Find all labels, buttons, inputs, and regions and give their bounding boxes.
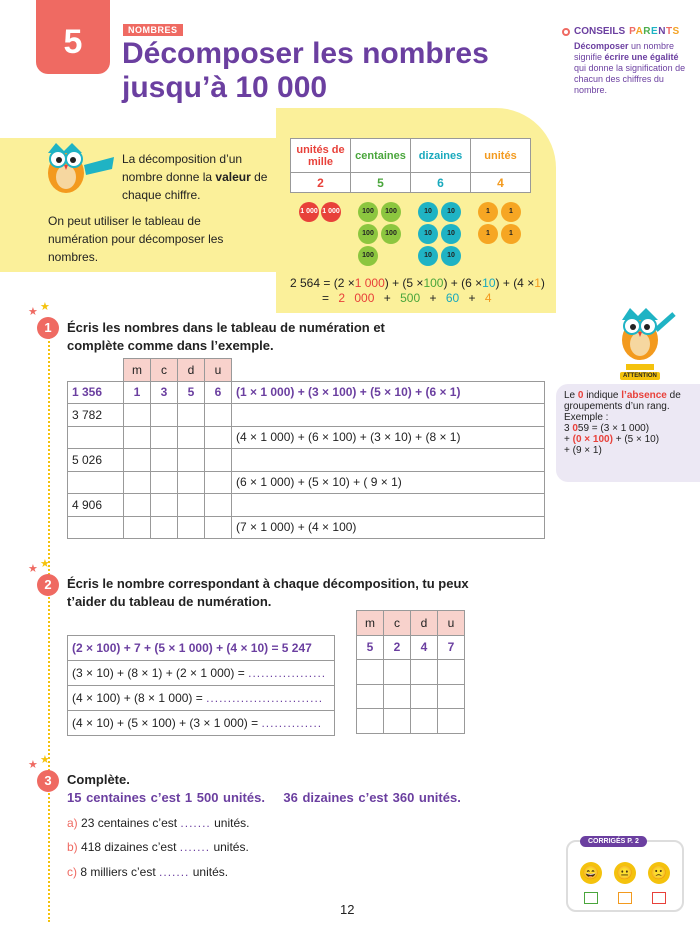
answer-cell[interactable] <box>205 516 232 539</box>
header-u: u <box>438 611 465 636</box>
intro-text-2: On peut utiliser le tableau de numération pour décomposer les nombres. <box>48 214 224 264</box>
header-c: c <box>151 359 178 382</box>
intro-text-1: La décomposition d’un nombre donne la valeur de chaque chiffre. <box>122 152 268 202</box>
star-icon: ★ <box>28 306 38 318</box>
coin-1: 1 <box>501 224 521 244</box>
exercise-3-item-c[interactable]: c) 8 milliers c’est ....... unités. <box>67 865 229 879</box>
answer-cell[interactable] <box>178 516 205 539</box>
answer-cell[interactable] <box>411 684 438 709</box>
answer-cell[interactable] <box>151 516 178 539</box>
neutral-face-icon: 😐 <box>614 862 636 884</box>
answer-cell[interactable] <box>124 404 151 427</box>
exercise-3-item-b[interactable]: b) 418 dizaines c’est ....... unités. <box>67 840 249 854</box>
coin-10: 10 <box>418 202 438 222</box>
decomposition-example <box>290 276 545 306</box>
coin-10: 10 <box>418 224 438 244</box>
owl-mascot-icon <box>36 135 116 195</box>
answer-cell[interactable] <box>151 494 178 517</box>
attention-note: Le 0 indique l’absence de groupements d’un rang. Exemple : 3 059 = (3 × 1 000) + (0 × 100) + (5 × 10) + (9 × 1) <box>556 384 700 482</box>
answer-cell[interactable] <box>411 709 438 734</box>
coin-100: 100 <box>358 246 378 266</box>
coin-10: 10 <box>441 246 461 266</box>
answer-cell[interactable] <box>178 494 205 517</box>
category-tag: NOMBRES <box>123 24 183 36</box>
answer-cell[interactable] <box>178 426 205 449</box>
star-icon: ★ <box>40 301 50 313</box>
checkbox-sad[interactable] <box>652 892 666 904</box>
exercise-2-decompositions <box>67 635 335 736</box>
header-m: m <box>357 611 384 636</box>
coin-10: 10 <box>418 246 438 266</box>
answer-cell[interactable] <box>411 660 438 685</box>
coin-1000: 1 000 <box>321 202 341 222</box>
conseils-text: Décomposer un nombre signifie écrire une égalité qui donne la signification de chacun des chiffres du nombre. <box>574 41 686 95</box>
value-centaines: 5 <box>351 173 411 193</box>
exercise-1-table <box>67 358 545 539</box>
conseils-header <box>562 26 692 37</box>
answer-cell[interactable] <box>151 449 178 472</box>
lesson-number-tab: 5 <box>36 0 110 74</box>
answer-cell[interactable] <box>438 660 465 685</box>
value-unites: 4 <box>471 173 531 193</box>
star-icon: ★ <box>40 754 50 766</box>
exercise-1-number: 1 <box>37 317 59 339</box>
checkbox-happy[interactable] <box>584 892 598 904</box>
answer-cell[interactable] <box>384 684 411 709</box>
conseils-label: CONSEILS <box>574 26 626 37</box>
table-row: (7 × 1 000) + (4 × 100) <box>68 516 545 539</box>
answer-cell[interactable] <box>384 660 411 685</box>
coin-100: 100 <box>358 224 378 244</box>
answer-cell[interactable] <box>232 494 545 517</box>
corriges-label: CORRIGÉS P. 2 <box>580 836 647 847</box>
answer-cell[interactable] <box>68 426 124 449</box>
table-row: 5 026 <box>68 449 545 472</box>
answer-cell[interactable] <box>438 709 465 734</box>
answer-cell[interactable] <box>178 449 205 472</box>
answer-cell[interactable] <box>124 494 151 517</box>
coin-100: 100 <box>381 202 401 222</box>
exercise-1-title: Écris les nombres dans le tableau de numération et complète comme dans l’exemple. <box>67 320 385 353</box>
decomposition-example-row: (2 × 100) + 7 + (5 × 1 000) + (4 × 10) = 5 247 <box>68 636 335 661</box>
circle-icon <box>562 28 570 36</box>
star-icon: ★ <box>28 563 38 575</box>
header-centaines: centaines <box>351 139 411 173</box>
answer-cell[interactable] <box>205 449 232 472</box>
answer-cell[interactable] <box>178 471 205 494</box>
owl-attention-icon <box>600 300 680 376</box>
exercise-2-title: Écris le nombre correspondant à chaque décomposition, tu peux t’aider du tableau de numération. <box>67 576 469 609</box>
answer-cell[interactable] <box>151 471 178 494</box>
page-number: 12 <box>340 902 355 917</box>
answer-cell[interactable] <box>124 471 151 494</box>
answer-cell[interactable] <box>124 516 151 539</box>
exercise-3-number: 3 <box>37 770 59 792</box>
exercise-3-example: 15 centaines c’est 1 500 unités. 36 dizaines c’est 360 unités. <box>67 790 461 805</box>
place-value-table <box>290 138 531 193</box>
header-milliers: unités de mille <box>291 139 351 173</box>
answer-cell[interactable] <box>205 404 232 427</box>
corriges-box <box>566 840 684 912</box>
coin-1: 1 <box>478 202 498 222</box>
checkbox-neutral[interactable] <box>618 892 632 904</box>
answer-cell[interactable] <box>151 426 178 449</box>
header-dizaines: dizaines <box>411 139 471 173</box>
header-m: m <box>124 359 151 382</box>
decomposition-row[interactable]: (4 × 100) + (8 × 1 000) = ........................... <box>68 686 335 711</box>
coin-100: 100 <box>381 224 401 244</box>
star-icon: ★ <box>40 558 50 570</box>
answer-cell[interactable] <box>205 494 232 517</box>
answer-cell[interactable] <box>357 660 384 685</box>
decomposition-row[interactable]: (3 × 10) + (8 × 1) + (2 × 1 000) = .................. <box>68 661 335 686</box>
exercise-3-item-a[interactable]: a) 23 centaines c’est ....... unités. <box>67 816 250 830</box>
header-d: d <box>411 611 438 636</box>
header-c: c <box>384 611 411 636</box>
value-milliers: 2 <box>291 173 351 193</box>
header-unites: unités <box>471 139 531 173</box>
answer-cell[interactable] <box>232 449 545 472</box>
answer-cell[interactable] <box>205 426 232 449</box>
table-row: 1 356 1 3 5 6 (1 × 1 000) + (3 × 100) + (5 × 10) + (6 × 1) <box>68 381 545 404</box>
coin-1000: 1 000 <box>299 202 319 222</box>
conseils-parents-box <box>562 26 692 96</box>
coin-100: 100 <box>358 202 378 222</box>
header-u: u <box>205 359 232 382</box>
answer-cell[interactable] <box>124 426 151 449</box>
exercise-2-place-table: m c d u 5 2 4 7 <box>356 610 465 734</box>
exercise-2-number: 2 <box>37 574 59 596</box>
page-title: Décomposer les nombres jusqu’à 10 000 <box>122 37 489 104</box>
table-row: 3 782 <box>68 404 545 427</box>
decomposition-line-2: = 2 000 + 500 + 60 + 4 <box>322 291 492 305</box>
attention-badge: ATTENTION <box>620 372 660 380</box>
decomposition-row[interactable]: (4 × 10) + (5 × 100) + (3 × 1 000) = .............. <box>68 711 335 736</box>
table-row: 4 906 <box>68 494 545 517</box>
happy-face-icon: 😄 <box>580 862 602 884</box>
answer-cell[interactable] <box>178 404 205 427</box>
answer-cell[interactable] <box>357 709 384 734</box>
decomposition-line-1: 2 564 = (2 ×1 000) + (5 ×100) + (6 ×10) + (4 ×1) <box>290 276 545 290</box>
header-d: d <box>178 359 205 382</box>
coin-10: 10 <box>441 202 461 222</box>
coin-1: 1 <box>501 202 521 222</box>
table-row: (4 × 1 000) + (6 × 100) + (3 × 10) + (8 × 1) <box>68 426 545 449</box>
table-row: (6 × 1 000) + (5 × 10) + ( 9 × 1) <box>68 471 545 494</box>
answer-cell[interactable] <box>438 684 465 709</box>
margin-guide-line <box>48 322 50 922</box>
answer-cell[interactable] <box>124 449 151 472</box>
star-icon: ★ <box>28 759 38 771</box>
answer-cell[interactable] <box>205 471 232 494</box>
answer-cell[interactable] <box>151 404 178 427</box>
answer-cell[interactable] <box>384 709 411 734</box>
value-dizaines: 6 <box>411 173 471 193</box>
exercise-3-title: Complète. <box>67 772 130 787</box>
answer-cell[interactable] <box>68 516 124 539</box>
answer-cell[interactable] <box>68 471 124 494</box>
parents-word: PARENTS <box>629 26 680 37</box>
answer-cell[interactable] <box>357 684 384 709</box>
coin-1: 1 <box>478 224 498 244</box>
sad-face-icon: 🙁 <box>648 862 670 884</box>
answer-cell[interactable] <box>232 404 545 427</box>
coin-10: 10 <box>441 224 461 244</box>
